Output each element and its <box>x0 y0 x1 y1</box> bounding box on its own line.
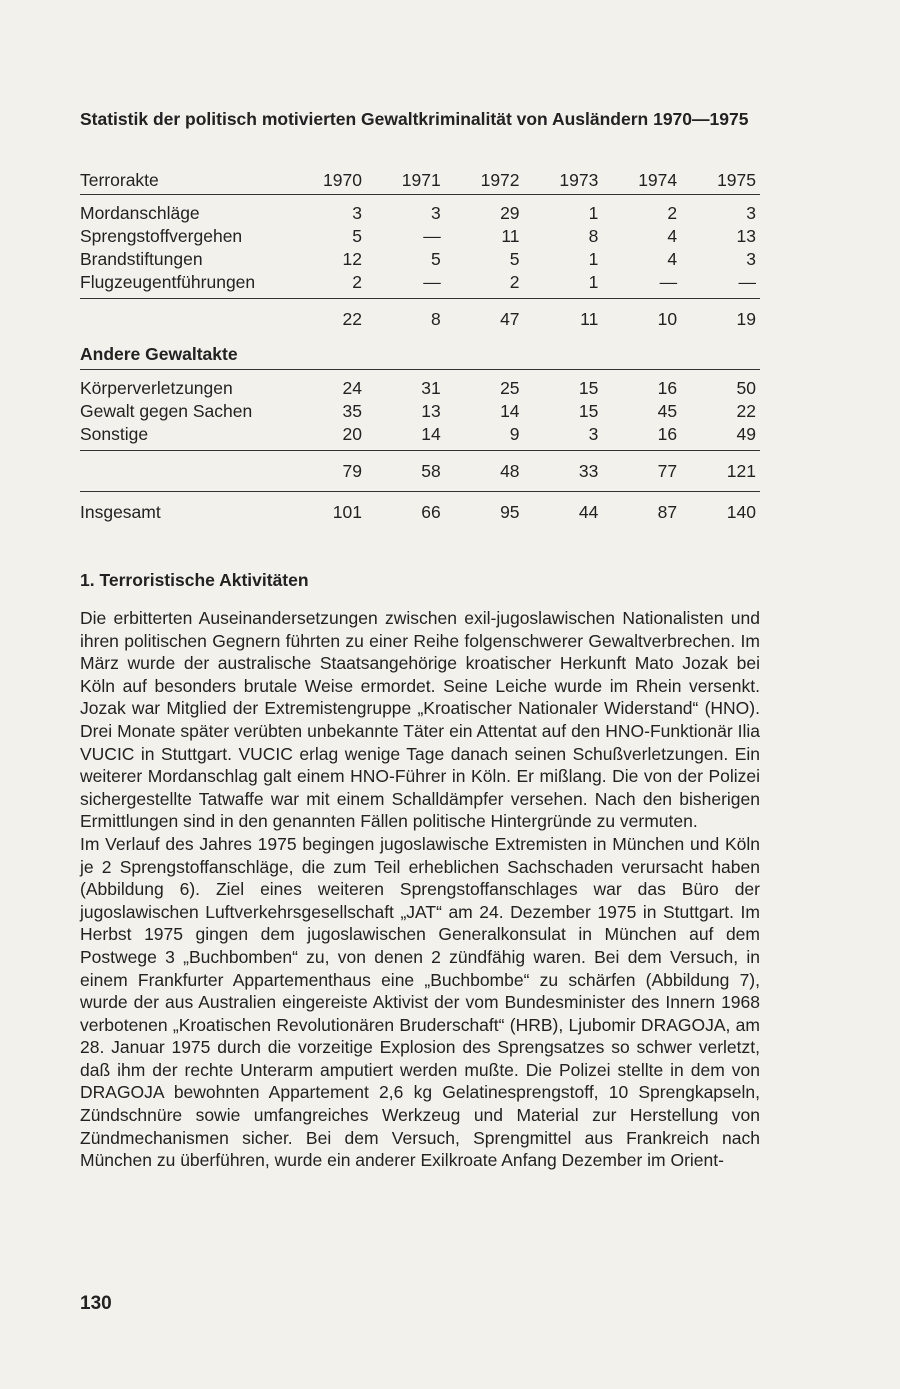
cell: — <box>681 271 760 299</box>
cell: 45 <box>657 401 678 421</box>
table-title: Statistik der politisch motivierten Gewaltkriminalität von Ausländern 1970—1975 <box>80 109 749 129</box>
subtotal-row <box>80 299 760 340</box>
cell: 8 <box>588 226 599 246</box>
cell: 13 <box>736 226 756 246</box>
total-cell: 44 <box>524 492 603 533</box>
cell: 4 <box>667 226 678 246</box>
cell: 2 <box>445 271 524 299</box>
year-header: 1970 <box>287 166 366 195</box>
paragraph: Die erbitterten Auseinandersetzungen zwischen exil-jugoslawischen Nationalisten und ihren politischen Gegnern führten zu einer Reihe folgenschwerer Gewaltverbrechen. Im März wurde der australische Staatsangehörige kroatischer Herkunft Mato Jozak bei Köln auf besonders brutale Weise ermordet. Seine Leiche wurde im Rhein versenkt. Jozak war Mitglied der Extremistengruppe „Kroatischer Nationaler Widerstand“ (HNO). Drei Monate später verübten unbekannte Täter ein Attentat auf den HNO-Funktionär Ilia VUCIC in Stuttgart. VUCIC erlag wenige Tage danach seinen Schußverletzungen. Ein weiterer Mordanschlag galt einem HNO-Führer in Köln. Er mißlang. Die von der Polizei sichergestellte Tatwaffe war mit einem Schalldämpfer versehen. Nach den bisherigen Ermittlungen sind in den genannten Fällen politische Hintergründe zu vermuten. <box>80 608 760 832</box>
total-cell: 87 <box>602 492 681 533</box>
row-label: Brandstiftungen <box>80 249 203 269</box>
section-header-row <box>80 339 760 370</box>
cell: 12 <box>342 249 362 269</box>
subtotal-cell: 22 <box>342 308 362 329</box>
row-label: Gewalt gegen Sachen <box>80 401 253 421</box>
subtotal-row <box>80 451 760 492</box>
year-header: 1972 <box>445 166 524 195</box>
subtotal-cell: 77 <box>657 460 678 481</box>
row-label: Körperverletzungen <box>80 378 233 398</box>
cell: 50 <box>736 378 756 398</box>
cell: 13 <box>421 401 441 421</box>
total-cell: 66 <box>366 492 445 533</box>
cell: 16 <box>602 423 681 451</box>
table-row <box>80 400 760 423</box>
subtotal-cell: 33 <box>578 460 599 481</box>
total-cell: 95 <box>445 492 524 533</box>
total-cell: 140 <box>681 492 760 533</box>
cell: 5 <box>352 226 362 246</box>
statistics-table <box>80 166 760 532</box>
year-header: 1971 <box>366 166 445 195</box>
cell: 25 <box>500 378 520 398</box>
table-header-row <box>80 166 760 195</box>
header-label: Terrorakte <box>80 166 287 195</box>
cell: 49 <box>681 423 760 451</box>
row-label: Sonstige <box>80 423 287 451</box>
table-row <box>80 195 760 226</box>
cell: 1 <box>524 271 603 299</box>
total-row <box>80 492 760 533</box>
subtotal-cell: 48 <box>500 460 520 481</box>
cell: 14 <box>500 401 520 421</box>
subtotal-cell: 47 <box>500 308 520 329</box>
section-heading: 1. Terroristische Aktivitäten <box>80 570 309 590</box>
cell: — <box>423 226 441 246</box>
year-header: 1975 <box>681 166 760 195</box>
cell: 14 <box>366 423 445 451</box>
subtotal-cell: 10 <box>657 308 678 329</box>
cell: 5 <box>431 249 441 269</box>
body-text <box>80 607 760 1172</box>
cell: 29 <box>500 203 520 223</box>
cell: 2 <box>667 203 678 223</box>
cell: 11 <box>501 226 520 246</box>
row-label: Mordanschläge <box>80 203 200 223</box>
year-header: 1973 <box>524 166 603 195</box>
cell: 3 <box>746 249 756 269</box>
cell: — <box>366 271 445 299</box>
cell: 9 <box>445 423 524 451</box>
table-row <box>80 248 760 271</box>
table-row <box>80 225 760 248</box>
subtotal-cell: 19 <box>736 308 756 329</box>
cell: 20 <box>287 423 366 451</box>
section-header: Andere Gewaltakte <box>80 339 760 370</box>
paragraph: Im Verlauf des Jahres 1975 begingen jugoslawische Extremisten in München und Köln je 2 Sprengstoffanschläge, die zum Teil erheblichen Sachschaden verursacht haben (Abbildung 6). Ziel eines weiteren Sprengstoffanschlages war das Büro der jugoslawischen Luftverkehrsgesellschaft „JAT“ am 24. Dezember 1975 in Stuttgart. Im Herbst 1975 gingen dem jugoslawischen Generalkonsulat in München auf dem Postwege 3 „Buchbomben“ zu, von denen 2 zündfähig waren. Bei dem Versuch, in einem Frankfurter Appartementhaus eine „Buchbombe“ zu schärfen (Abbildung 7), wurde der aus Australien eingereiste Aktivist der vom Bundesminister des Innern 1968 verbotenen „Kroatischen Revolutionären Bruderschaft“ (HRB), Ljubomir DRAGOJA, am 28. Januar 1975 durch die vorzeitige Explosion des Sprengsatzes so schwer verletzt, daß ihm der rechte Unterarm amputiert werden mußte. Die Polizei stellte in dem von DRAGOJA bewohnten Appartement 2,6 kg Gelatinesprengstoff, 10 Sprengkapseln, Zündschnüre sowie umfangreiches Werkzeug und Material zur Herstellung von Zündmechanismen sicher. Bei dem Versuch, Sprengmittel aus Frankreich nach München zu überführen, wurde ein anderer Exilkroate Anfang Dezember im Orient- <box>80 833 760 1171</box>
subtotal-cell: 58 <box>421 460 441 481</box>
cell: 3 <box>746 203 756 223</box>
table-row <box>80 370 760 401</box>
table-row <box>80 423 760 451</box>
total-label: Insgesamt <box>80 492 287 533</box>
cell: 22 <box>736 401 756 421</box>
year-header: 1974 <box>602 166 681 195</box>
cell: 24 <box>342 378 362 398</box>
row-label: Sprengstoffvergehen <box>80 226 243 246</box>
subtotal-cell: 8 <box>431 308 441 329</box>
cell: — <box>602 271 681 299</box>
cell: 5 <box>509 249 520 269</box>
cell: 1 <box>588 203 599 223</box>
cell: 2 <box>287 271 366 299</box>
cell: 16 <box>657 378 678 398</box>
cell: 3 <box>431 203 441 223</box>
cell: 15 <box>578 378 599 398</box>
cell: 3 <box>524 423 603 451</box>
cell: 3 <box>352 203 362 223</box>
cell: 35 <box>342 401 362 421</box>
subtotal-cell: 79 <box>342 460 362 481</box>
cell: 31 <box>421 378 441 398</box>
cell: 15 <box>578 401 599 421</box>
row-label: Flugzeugentführungen <box>80 271 287 299</box>
table-row <box>80 271 760 299</box>
page-number: 130 <box>80 1293 112 1314</box>
total-cell: 101 <box>287 492 366 533</box>
subtotal-cell: 121 <box>726 460 756 481</box>
cell: 4 <box>667 249 678 269</box>
subtotal-cell: 11 <box>580 308 599 329</box>
cell: 1 <box>588 249 599 269</box>
